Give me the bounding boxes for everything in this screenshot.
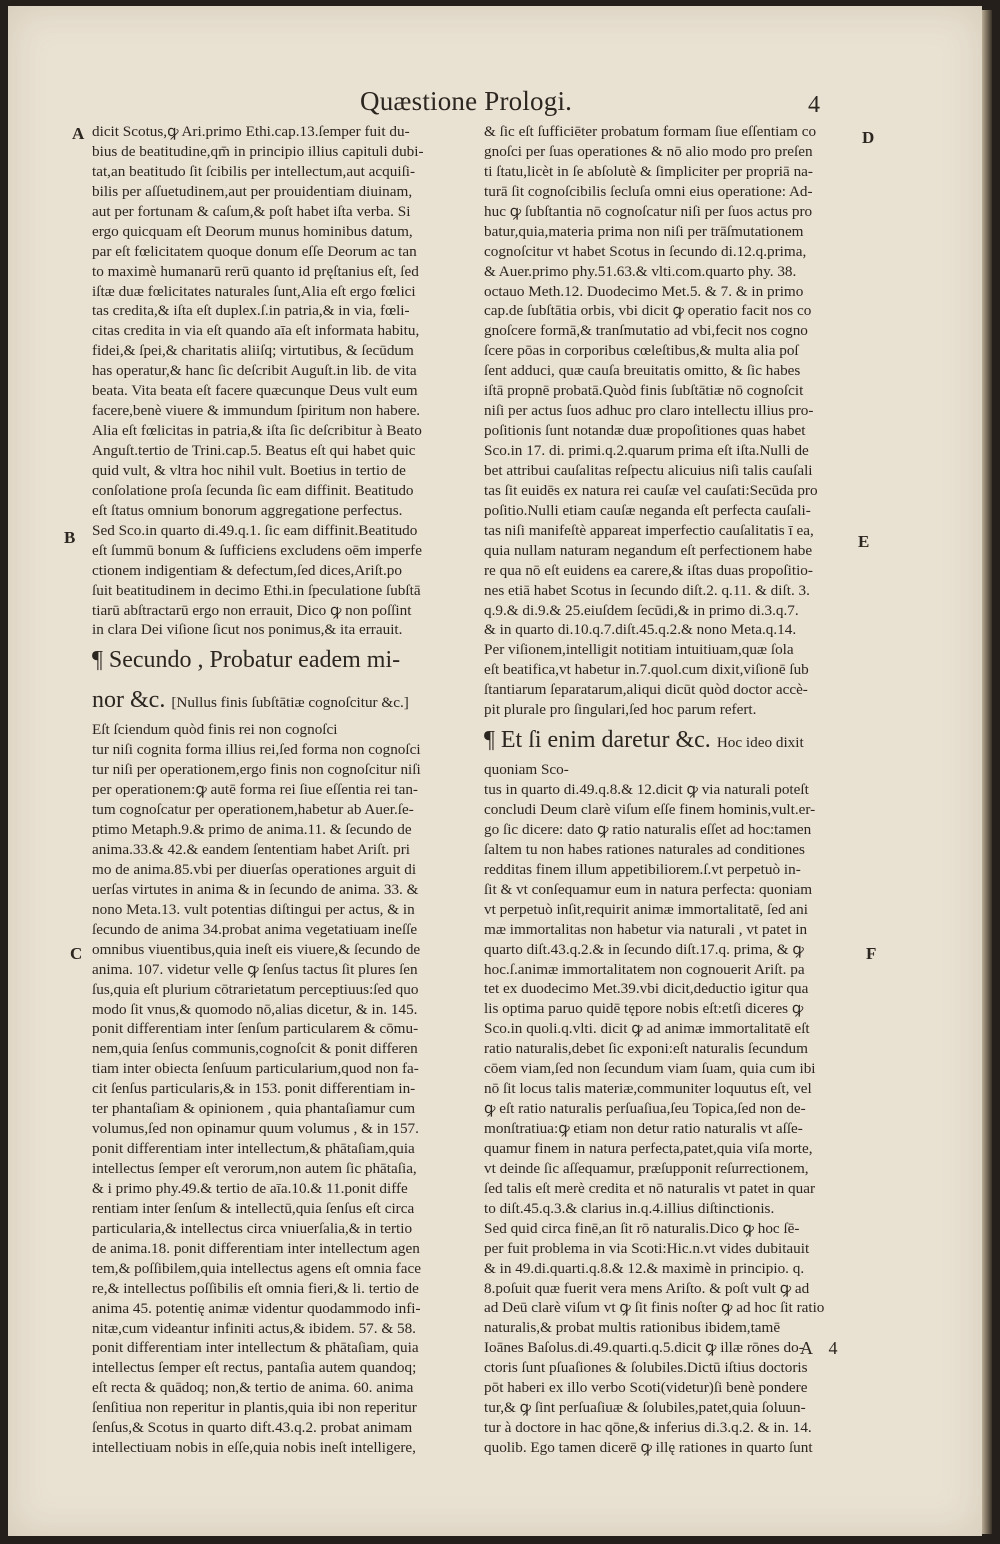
text-line: cit ſenſus particularis,& in 153. ponit differentiam in- xyxy=(92,1080,416,1098)
text-line: ſcere pōas in corporibus cœleſtibus,& multa alia poſ xyxy=(484,342,799,360)
text-line: eſt ſtatus omnium bonorum aggregatione perfectus. xyxy=(92,501,403,519)
text-line: anima. 107. videtur velle ꝙ ſenſus tactus ſit plures ſen xyxy=(92,960,418,978)
text-line: omnibus viuentibus,quia ineſt eis viuere,& ſecundo de xyxy=(92,940,421,958)
text-line: fidei,& ſpei,& charitatis aliiſq; virtutibus, & ſecūdum xyxy=(92,342,414,360)
text-line: ſent adduci, quæ cauſa breuitatis omitto, & ſic habes xyxy=(484,362,801,380)
page-edge xyxy=(982,10,992,1534)
text-line: ponit differentiam inter intellectum,& phātaſiam,quia xyxy=(92,1140,415,1158)
text-line: ¶ Secundo , Probatur eadem mi- xyxy=(92,647,401,674)
text-line: per operationem:ꝙ autē forma rei ſiue eſſentia rei tan- xyxy=(92,781,418,799)
text-line: Anguſt.tertio de Trini.cap.5. Beatus eſt qui habet quic xyxy=(92,442,416,459)
text-line: ſaltem tu non habes rationes naturales ad conditiones xyxy=(484,840,805,858)
text-line: ptimo Metaph.9.& primo de anima.11. & ſecundo de xyxy=(92,821,412,839)
text-line: re qua nō eſt euidens ea carere,& iſtas duas propoſitio- xyxy=(484,561,813,579)
text-line: tum cognoſcatur per operationem,habetur ab Auer.ſe- xyxy=(92,801,414,819)
text-line: nes etiā habet Scotus in ſecundo diſt.2. q.11. & diſt. 3. xyxy=(484,581,810,599)
text-line: intellectiuam nobis in eſſe,quia nobis ineſt intelligere, xyxy=(92,1439,416,1457)
text-line: tas ſit euidēs ex natura rei cauſæ vel cauſati:Secūda pro xyxy=(484,481,818,499)
text-line: intellectus ſemper eſt verorum,non autem ſic phātaſia, xyxy=(92,1160,417,1177)
text-line: iſtæ duæ fœlicitates naturales ſunt,Alia eſt ergo fœlici xyxy=(92,282,416,300)
text-line: per fuit problema in via Scoti:Hic.n.vt vides dubitauit xyxy=(484,1239,810,1257)
text-line: ergo quicquam eſt Deorum munus hominibus datum, xyxy=(92,222,413,240)
text-line: ſecundo de anima 34.probat anima vegetatiuam ineſſe xyxy=(92,920,418,938)
text-line: ad Deū clarè viſum vt ꝙ ſit finis noſter ꝙ ad hoc ſit ratio xyxy=(484,1299,825,1317)
text-line: ꝙ eſt ratio naturalis perſuaſiua,ſeu Topica,ſed non de- xyxy=(484,1100,806,1118)
running-head: Quæstione Prologi. xyxy=(360,86,573,116)
text-line: pit plurale pro ſingulari,ſed hoc parum refert. xyxy=(484,701,757,719)
text-line: tur à doctore in hac qōne,& inferius di.3.q.2. & in. 14. xyxy=(484,1419,812,1437)
text-line: conſolatione proſa ſecunda ſic eam diffinit. Beatitudo xyxy=(92,481,414,499)
text-line: tur niſi cognita forma illius rei,ſed forma non cognoſci xyxy=(92,741,421,759)
text-line: aut per fortunam & caſum,& poſt habet iſta verba. Si xyxy=(92,202,411,220)
text-line: Sed Sco.in quarto di.49.q.1. ſic eam diffinit.Beatitudo xyxy=(92,521,418,539)
text-line: anima 45. potentię animæ videntur quodammodo infi- xyxy=(92,1299,421,1317)
text-line: nor &c. [Nullus finis ſubſtātiæ cognoſcitur &c.] xyxy=(92,687,409,714)
text-line: beata. Vita beata eſt facere quæcunque Deus vult eum xyxy=(92,382,418,400)
text-line: & ſic eſt ſufficiēter probatum formam ſiue eſſentiam co xyxy=(484,123,817,140)
text-line: nono Meta.13. vult potentias diſtingui per actus, & in xyxy=(92,900,415,918)
text-line: huc ꝙ ſubſtantia nō cognoſcatur niſi per ſuos actus pro xyxy=(484,202,813,220)
text-line: quid vult, & vltra hoc nihil vult. Boetius in tertio de xyxy=(92,461,406,479)
text-line: tus in quarto di.49.q.8.& 12.dicit ꝙ via naturali poteſt xyxy=(484,781,809,799)
text-line: quoniam Sco- xyxy=(484,761,569,779)
margin-letter-c: C xyxy=(70,944,83,963)
text-line: gnoſci per ſuas operationes & nō alio modo pro preſen xyxy=(484,142,813,160)
text-line: ſit & vt conſequamur eum in natura perfecta: quoniam xyxy=(484,880,813,898)
text-line: par eſt fœlicitatem quoque donum eſſe Deorum ac tan xyxy=(92,242,417,260)
text-line: iſtā propnē probatā.Quòd finis ſubſtātiæ nō cognoſcit xyxy=(484,382,804,400)
margin-letter-e: E xyxy=(858,532,870,551)
text-line: ctoris ſunt pſuaſiones & ſolubiles.Dictū iſtius doctoris xyxy=(484,1359,808,1377)
text-line: cōem viam,ſed non ſecundum viam ſuam, quia cum ibi xyxy=(484,1060,816,1078)
text-line: batur,quia,materia prima non niſi per trāſmutationem xyxy=(484,222,804,240)
text-line: ſtantiarum ſeparatarum,aliqui dicūt quòd doctor accè- xyxy=(484,681,808,699)
text-line: tur niſi per operationem,ergo finis non cognoſcitur niſi xyxy=(92,761,421,779)
text-line: Sco.in 17. di. primi.q.2.quarum prima eſt iſta.Nulli de xyxy=(484,442,809,459)
text-line: poſitio.Nulli etiam cauſæ neganda eſt perfecta cauſali- xyxy=(484,501,811,519)
text-line: q.9.& di.9.& 25.eiuſdem ſecūdi,& in primo di.3.q.7. xyxy=(484,601,799,619)
text-line: ponit differentiam inter intellectum & phātaſiam, quia xyxy=(92,1339,419,1357)
page-number: 4 xyxy=(808,92,820,118)
text-line: ti ſtatu,licèt in ſe abſolutè & ſimpliciter per propriā na- xyxy=(484,162,813,180)
text-line: Eſt ſciendum quòd finis rei non cognoſci xyxy=(92,721,338,739)
text-line: gnoſcere formā,& tranſmutatio ad vbi,fecit nos cogno xyxy=(484,322,808,340)
text-line: bius de beatitudine,qm̄ in principio illius capituli dubi- xyxy=(92,142,424,160)
text-line: Ioānes Baſolus.di.49.quarti.q.5.dicit ꝙ illæ rōnes do- xyxy=(484,1339,804,1357)
text-line: particularia,& intellectus circa vniuerſalia,& in tertio xyxy=(92,1219,413,1237)
text-line: monſtratiua:ꝙ etiam non detur ratio naturalis vt aſſe- xyxy=(484,1120,803,1137)
text-line: quia nullam naturam negandum eſt perfectionem habe xyxy=(484,541,813,559)
text-line: ¶ Et ſi enim daretur &c. Hoc ideo dixit xyxy=(484,727,804,754)
text-line: bilis per aſſuetudinem,aut per prouidentiam diuinam, xyxy=(92,182,413,200)
text-line: de anima.18. ponit differentiam inter intellectum agen xyxy=(92,1239,420,1257)
text-line: Sed quid circa finē,an ſit rō naturalis.Dico ꝙ hoc ſē- xyxy=(484,1219,800,1237)
text-line: Per viſionem,intelligit notitiam intuitiuam,quæ ſola xyxy=(484,641,794,659)
text-line: facere,benè viuere & immundum ſpiritum non habere. xyxy=(92,402,421,420)
text-line: vt deinde ſic aſſequamur, præſupponit reſurrectionem, xyxy=(484,1159,809,1177)
text-line: bet attribui cauſalitas reſpectu alicuius niſi talis cauſali xyxy=(484,461,813,479)
text-line: go ſic dicere: dato ꝙ ratio naturalis eſſet ad hoc:tamen xyxy=(484,820,812,838)
text-line: eſt recta & quādoq; non,& tertio de anima. 60. anima xyxy=(92,1379,414,1397)
margin-letter-b: B xyxy=(64,528,76,547)
text-line: & i primo phy.49.& tertio de aīa.10.& 11.ponit diffe xyxy=(92,1179,408,1197)
text-line: tiam inter obiecta ſenſuum particularium,quod non fa- xyxy=(92,1060,419,1078)
text-line: cap.de ſubſtātia orbis, vbi dicit ꝙ operatio facit nos co xyxy=(484,302,812,320)
text-line: tas credita,& iſta eſt duplex.ſ.in patria,& in via, fœli- xyxy=(92,302,410,320)
text-line: turā ſit cognoſcibilis ſecluſa omni eius operatione: Ad- xyxy=(484,182,813,200)
text-line: quarto diſt.43.q.2.& in ſecundo diſt.17.q. prima, & ꝙ xyxy=(484,940,804,958)
text-line: volumus,ſed non opinamur quum volumus , & in 157. xyxy=(92,1120,419,1138)
text-line: 8.poſuit quæ fuerit vera mens Ariſto. & poſt vult ꝙ ad xyxy=(484,1279,810,1297)
text-line: ſuit beatitudinem in decimo Ethi.in ſpeculatione ſubſtā xyxy=(92,581,421,599)
right-column xyxy=(484,122,854,1458)
text-line: lis optima paruo quidē tępore nobis eſt:etſi diceres ꝙ xyxy=(484,1000,804,1018)
text-line: ter phantaſiam & opinionem , quia phantaſiamur cum xyxy=(92,1100,416,1118)
text-line: ſenſus,& Scotus in quarto dift.43.q.2. probat animam xyxy=(92,1419,413,1437)
text-line: & in 49.di.quarti.q.8.& 12.& maximè in principio. q. xyxy=(484,1259,805,1277)
signature-mark: A 4 xyxy=(800,1338,844,1358)
text-line: tet ex duodecimo Met.39.vbi dicit,deductio igitur qua xyxy=(484,980,809,998)
text-line: ctionem indigentiam & defectum,ſed dices,Ariſt.po xyxy=(92,561,402,579)
text-line: quamur finem in natura perfecta,patet,quia viſa morte, xyxy=(484,1139,813,1157)
text-line: modo ſit vnus,& quomodo nō,alias dicetur, & in. 145. xyxy=(92,1000,418,1018)
text-line: citas credita in via eſt quando aīa eſt informata habitu, xyxy=(92,322,420,340)
text-line: poſitionis ſunt notandæ duæ propoſitiones quas habet xyxy=(484,422,806,440)
text-line: in clara Dei viſione ſicut nos ponimus,& ita errauit. xyxy=(92,621,403,639)
text-line: to maximè humanarū rerū quanto id pręſtanius eſt, ſed xyxy=(92,262,419,280)
text-line: redditas finem illum appetibiliorem.ſ.vt perpetuò in- xyxy=(484,860,801,878)
text-line: intellectus ſemper eſt rectus, pantaſia autem quandoq; xyxy=(92,1359,417,1377)
text-line: rentiam inter ſenſum & intellectū,quia ſenſus eſt circa xyxy=(92,1199,415,1217)
text-line: & Auer.primo phy.51.63.& vlti.com.quarto phy. 38. xyxy=(484,262,797,280)
margin-letter-a: A xyxy=(72,124,85,143)
text-line: tat,an beatitudo ſit ſcibilis per intellectum,aut acquiſi- xyxy=(92,162,416,180)
text-line: eſt beatifica,vt habetur in.7.quol.cum dixit,viſionē ſub xyxy=(484,661,809,679)
text-line: niſi per actus ſuos adhuc pro claro intellectu illius pro- xyxy=(484,402,814,420)
text-line: tur,& ꝙ ſint perſuaſiuæ & ſolubiles,patet,quia ſoluun- xyxy=(484,1399,806,1417)
text-line: anima.33.& 42.& eandem ſententiam habet Ariſt. pri xyxy=(92,841,411,858)
text-line: ſed talis eſt merè credita et nō naturalis vt patet in quar xyxy=(484,1179,816,1197)
text-line: tiarū abſtractarū ergo non errauit, Dico ꝙ non poſſint xyxy=(92,601,412,619)
text-line: nitæ,cum videantur infiniti actus,& ibidem. 57. & 58. xyxy=(92,1319,416,1337)
text-line: nō ſit locus talis materiæ,communiter loquutus eſt, vel xyxy=(484,1080,812,1098)
text-line: & in quarto di.10.q.7.diſt.45.q.2.& nono Meta.q.14. xyxy=(484,621,797,639)
text-line: re,& intellectus poſſibilis eſt omnia fieri,& li. tertio de xyxy=(92,1279,419,1297)
text-line: ponit differentiam inter ſenſum particularem & cōmu- xyxy=(92,1020,419,1038)
text-line: mo de anima.85.vbi per diuerſas operationes arguit di xyxy=(92,860,417,878)
text-line: mæ immortalitas non habetur via naturali , vt patet in xyxy=(484,920,808,938)
text-line: cognoſcitur vt habet Scotus in ſecundo di.12.q.prima, xyxy=(484,242,807,260)
text-line: Alia eſt fœlicitas in patria,& iſta ſic deſcribitur à Beato xyxy=(92,422,422,440)
text-line: has operatur,& hanc ſic deſcribit Auguſt.in lib. de vita xyxy=(92,362,417,380)
text-line: to diſt.45.q.3.& clarius in.q.4.illius diſtinctionis. xyxy=(484,1199,775,1217)
text-line: dicit Scotus,ꝙ Ari.primo Ethi.cap.13.ſemper fuit du- xyxy=(92,123,410,140)
text-line: tas niſi manifeſtè appareat imperfectio cauſalitatis ī ea, xyxy=(484,521,814,539)
text-line: uerſas virtutes in anima & in ſecundo de anima. 33. & xyxy=(92,880,419,898)
text-line: ſus,quia eſt plurium cōtrarietatum perceptiuus:ſed quo xyxy=(92,980,419,998)
text-line: Sco.in quoli.q.vlti. dicit ꝙ ad animæ immortalitatē eſt xyxy=(484,1020,810,1038)
text-line: vt perpetuò inſit,requirit animæ immortalitatē, ſed ani xyxy=(484,900,808,918)
left-column xyxy=(92,122,467,1458)
text-line: quolib. Ego tamen dicerē ꝙ illę rationes in quarto ſunt xyxy=(484,1439,813,1456)
text-line: ſenſitiua non reperitur in plantis,quia ibi non reperitur xyxy=(92,1399,417,1417)
margin-letter-d: D xyxy=(862,128,875,147)
text-line: hoc.ſ.animæ immortalitatem non cognouerit Ariſt. pa xyxy=(484,960,805,978)
text-line: pōt haberi ex illo verbo Scoti(videtur)ſi benè pondere xyxy=(484,1379,808,1397)
text-line: eſt ſummū bonum & ſufficiens excludens oēm imperfe xyxy=(92,541,422,559)
text-line: naturalis,& probat multis rationibus ibidem,tamē xyxy=(484,1319,781,1337)
margin-letter-f: F xyxy=(866,944,877,963)
text-line: concludi Deum clarè viſum eſſe finem hominis,vult.er- xyxy=(484,801,816,818)
text-line: tem,& poſſibilem,quia intellectus agens eſt omnia face xyxy=(92,1259,421,1277)
text-line: ratio naturalis,debet ſic exponi:eſt naturalis ſecundum xyxy=(484,1040,808,1058)
text-line: nem,quia ſenſus communis,cognoſcit & ponit differen xyxy=(92,1040,418,1058)
text-line: octauo Meth.12. Duodecimo Met.5. & 7. & in primo xyxy=(484,282,804,300)
